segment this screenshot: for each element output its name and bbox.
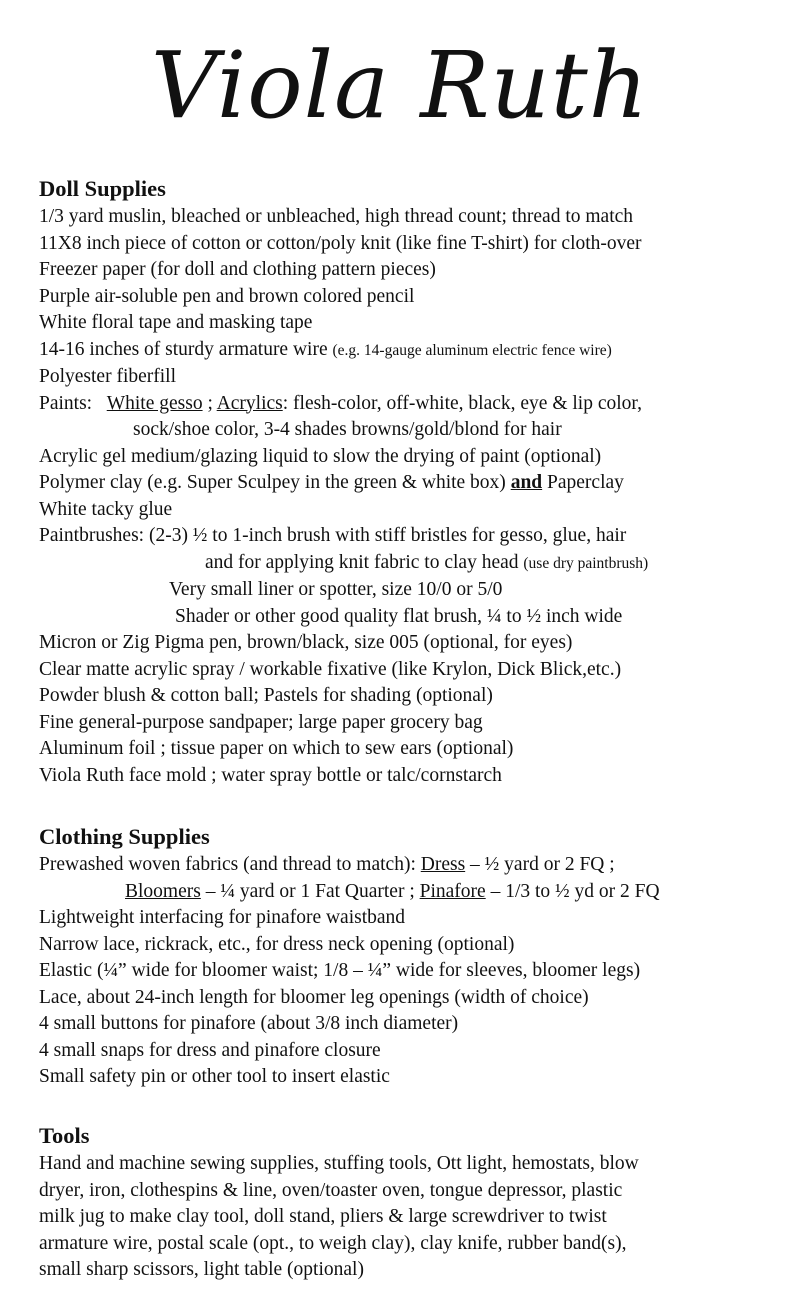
list-item: Elastic (¼” wide for bloomer waist; 1/8 – ¼” wide for sleeves, bloomer legs) [39, 960, 641, 981]
underlined-text: Dress [420, 854, 466, 875]
clothing-supplies-section [39, 823, 789, 1091]
item-text: and for applying knit fabric to clay head [205, 551, 519, 573]
list-item: small sharp scissors, light table (optional) [39, 1259, 364, 1280]
list-item: Powder blush & cotton ball; Pastels for shading (optional) [39, 685, 493, 706]
list-item [39, 852, 789, 879]
list-item: Clear matte acrylic spray / workable fixative (like Krylon, Dick Blick,etc.) [39, 658, 622, 680]
item-text: Paperclay [542, 472, 624, 493]
list-item: Lace, about 24-inch length for bloomer leg openings (width of choice) [39, 986, 589, 1008]
list-item: 11X8 inch piece of cotton or cotton/poly knit (like fine T-shirt) for cloth-over [39, 232, 642, 254]
item-text: Prewashed woven fabrics (and thread to match): [39, 854, 421, 875]
list-item [39, 550, 789, 578]
list-item: Acrylic gel medium/glazing liquid to slow the drying of paint (optional) [39, 445, 602, 467]
list-item: sock/shoe color, 3-4 shades browns/gold/blond for hair [133, 419, 562, 440]
item-text: – 1/3 to ½ yd or 2 FQ [485, 880, 660, 902]
list-item: 4 small buttons for pinafore (about 3/8 inch diameter) [39, 1013, 459, 1034]
list-item: Freezer paper (for doll and clothing pattern pieces) [39, 259, 436, 280]
list-item [39, 337, 789, 365]
list-item: 4 small snaps for dress and pinafore closure [39, 1039, 381, 1061]
section-heading: Tools [39, 1123, 90, 1148]
list-item: Purple air-soluble pen and brown colored pencil [39, 285, 415, 307]
section-heading: Clothing Supplies [39, 824, 210, 849]
list-item [39, 879, 789, 906]
list-item: Narrow lace, rickrack, etc., for dress neck opening (optional) [39, 933, 515, 955]
list-item: Lightweight interfacing for pinafore waistband [39, 907, 406, 928]
list-item: dryer, iron, clothespins & line, oven/toaster oven, tongue depressor, plastic [39, 1179, 623, 1201]
bold-underlined-text: and [510, 472, 543, 493]
list-item: Fine general-purpose sandpaper; large paper grocery bag [39, 711, 483, 733]
underlined-text: Bloomers [125, 880, 201, 902]
list-item: armature wire, postal scale (opt., to weigh clay), clay knife, rubber band(s), [39, 1232, 627, 1254]
list-item: Aluminum foil ; tissue paper on which to sew ears (optional) [39, 738, 514, 759]
document-title: Viola Ruth [151, 32, 649, 139]
list-item: Micron or Zig Pigma pen, brown/black, size 005 (optional, for eyes) [39, 632, 573, 653]
list-item: Paintbrushes: (2-3) ½ to 1-inch brush with stiff bristles for gesso, glue, hair [39, 525, 627, 546]
list-item: Hand and machine sewing supplies, stuffing tools, Ott light, hemostats, blow [39, 1153, 639, 1174]
list-item: Viola Ruth face mold ; water spray bottle or talc/cornstarch [39, 764, 502, 786]
list-item [39, 391, 789, 418]
list-item: White tacky glue [39, 498, 173, 520]
item-text: : flesh-color, off-white, black, eye & lip color, [282, 392, 642, 414]
list-item: milk jug to make clay tool, doll stand, pliers & large screwdriver to twist [39, 1206, 607, 1227]
list-item: Polyester fiberfill [39, 366, 177, 387]
list-item: Shader or other good quality flat brush, ¼ to ½ inch wide [175, 605, 623, 627]
item-note: (use dry paintbrush) [523, 554, 649, 572]
list-item: White floral tape and masking tape [39, 312, 313, 333]
item-text: Paints: [39, 392, 93, 414]
underlined-text: White gesso [106, 392, 203, 414]
underlined-text: Pinafore [419, 880, 486, 902]
doll-supplies-section [39, 175, 789, 789]
underlined-text: Acrylics [216, 392, 283, 414]
item-text: – ¼ yard or 1 Fat Quarter ; [200, 880, 420, 902]
section-heading: Doll Supplies [39, 176, 166, 201]
item-text: 14-16 inches of sturdy armature wire [39, 338, 328, 360]
list-item: Very small liner or spotter, size 10/0 or 5/0 [169, 579, 503, 600]
item-note: (e.g. 14-gauge aluminum electric fence wire) [332, 341, 612, 359]
item-text: ; [202, 392, 217, 414]
list-item: 1/3 yard muslin, bleached or unbleached, high thread count; thread to match [39, 206, 634, 227]
item-text: – ½ yard or 2 FQ ; [465, 854, 615, 875]
tools-section [39, 1122, 789, 1284]
list-item: Small safety pin or other tool to insert elastic [39, 1066, 390, 1087]
list-item [39, 470, 789, 497]
item-text: Polymer clay (e.g. Super Sculpey in the green & white box) [39, 472, 511, 493]
